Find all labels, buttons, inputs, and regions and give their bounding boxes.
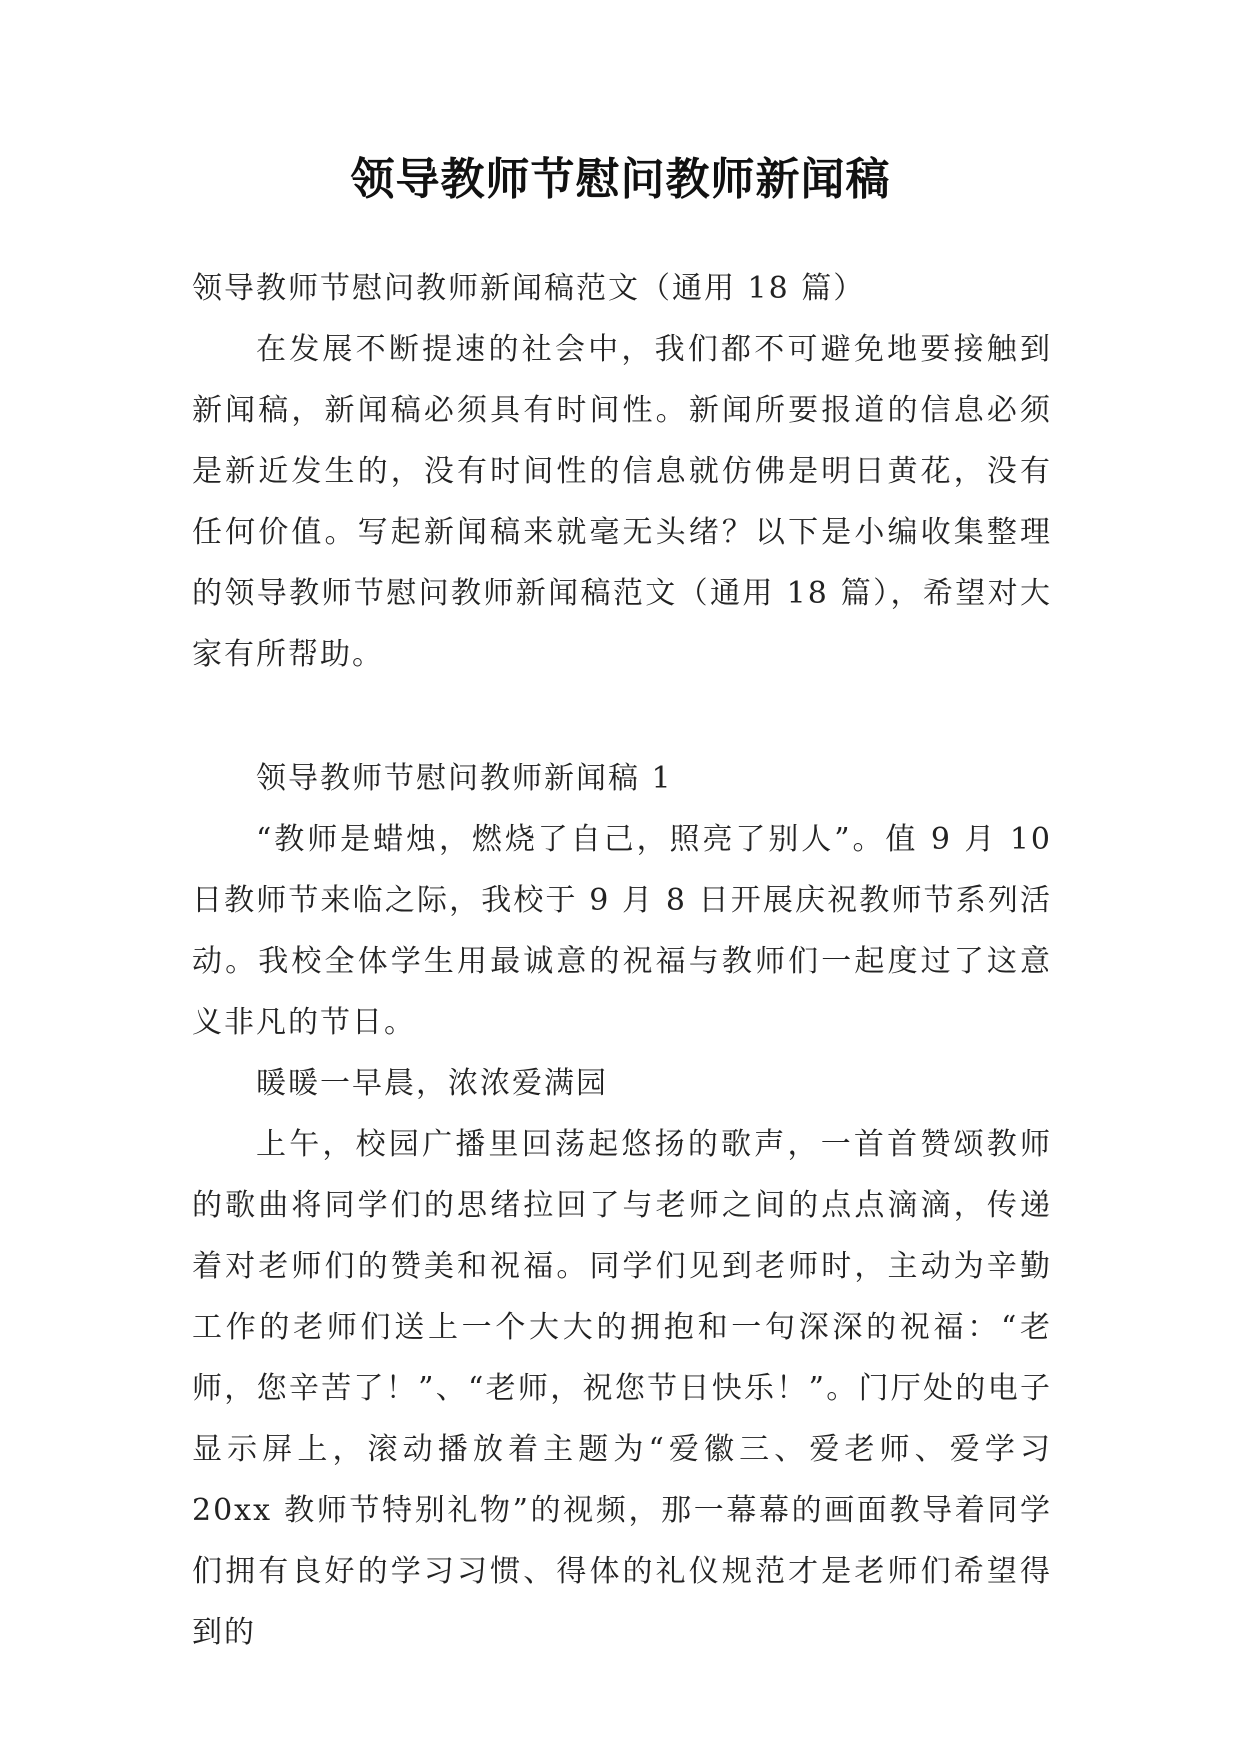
body-paragraph-1: “教师是蜡烛，燃烧了自己，照亮了别人”。值 9 月 10 日教师节来临之际，我校于 9 月 8 日开展庆祝教师节系列活动。我校全体学生用最诚意的祝福与教师们一起度过了这意义非凡的节日。 — [192, 822, 1052, 1040]
document-title: 领导教师节慰问教师新闻稿 — [350, 154, 891, 205]
intro-paragraph: 在发展不断提速的社会中，我们都不可避免地要接触到新闻稿，新闻稿必须具有时间性。新闻所要报道的信息必须是新近发生的，没有时间性的信息就仿佛是明日黄花，没有任何价值。写起新闻稿来就毫无头绪？以下是小编收集整理的领导教师节慰问教师新闻稿范文（通用 18 篇），希望对大家有所帮助。 — [192, 332, 1052, 672]
body-paragraph-2: 上午，校园广播里回荡起悠扬的歌声，一首首赞颂教师的歌曲将同学们的思绪拉回了与老师之间的点点滴滴，传递着对老师们的赞美和祝福。同学们见到老师时，主动为辛勤工作的老师们送上一个大大的拥抱和一句深深的祝福：“老师，您辛苦了！”、“老师，祝您节日快乐！”。门厅处的电子显示屏上，滚动播放着主题为“爱徽三、爱老师、爱学习 20xx 教师节特别礼物”的视频，那一幕幕的画面教导着同学们拥有良好的学习习惯、得体的礼仪规范才是老师们希望得到的 — [192, 1127, 1052, 1650]
paragraph-spacer — [192, 685, 1052, 748]
document-body — [192, 258, 1052, 1663]
section-subheading: 暖暖一早晨，浓浓爱满园 — [256, 1066, 608, 1101]
section-heading: 领导教师节慰问教师新闻稿 1 — [256, 761, 673, 796]
document-subtitle: 领导教师节慰问教师新闻稿范文（通用 18 篇） — [192, 271, 866, 306]
